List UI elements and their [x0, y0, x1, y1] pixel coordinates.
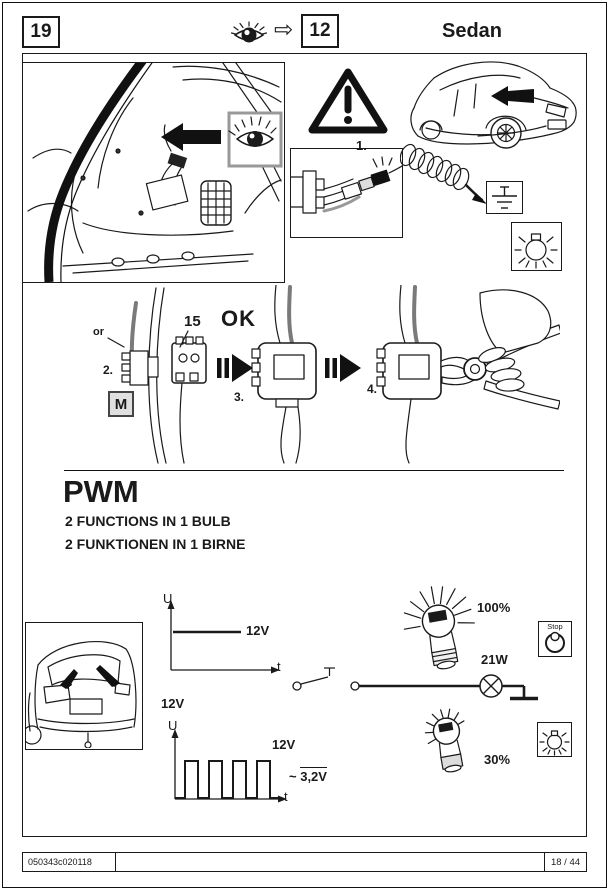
circuit: [293, 668, 538, 699]
step4-label: 4.: [367, 382, 378, 396]
m-badge: [108, 391, 134, 417]
brightness-dim-label: 30%: [484, 752, 511, 767]
tail-lamp-icon: [538, 723, 571, 756]
transfer-arrow-icon: ⇨: [274, 16, 294, 42]
eye-inset-box: [229, 113, 281, 166]
splice-inset-box: [290, 148, 403, 238]
pwm-diagram: [145, 585, 588, 815]
lamp-power-label: 21W: [481, 652, 508, 667]
page-ref-left: 19: [30, 21, 52, 42]
bulb-symbol-box: [511, 222, 562, 271]
approx-sign: ~: [289, 769, 297, 784]
page-indicator: 18 / 44: [550, 856, 581, 868]
doc-code: 050343c020118: [23, 853, 116, 871]
page-ref-right-box: [301, 14, 339, 48]
connector-steps-illustration: [60, 285, 560, 465]
pliers-and-hand: [441, 290, 560, 409]
hatchback-illustration: [26, 623, 141, 748]
page-ref-left-box: [22, 16, 60, 48]
footer-table: [22, 852, 587, 872]
bulb-dim: [422, 706, 472, 775]
ground-symbol-box: [486, 181, 523, 214]
trunk-illustration: [23, 63, 284, 282]
ground-icon: [487, 182, 522, 213]
graph2-peak-label: 12V: [272, 737, 296, 752]
pwm-subtitle-en: 2 FUNCTIONS IN 1 BULB: [65, 513, 231, 529]
stop-label: Stop: [547, 622, 563, 631]
m-badge-label: M: [114, 395, 128, 413]
next-step-arrow-icon: [325, 354, 361, 382]
next-step-arrow-icon: [217, 354, 253, 382]
page-title: Sedan: [442, 20, 503, 42]
hatchback-illustration-box: [25, 622, 143, 750]
pwm-subtitle-de: 2 FUNKTIONEN IN 1 BIRNE: [65, 536, 246, 552]
step2-label: 2.: [103, 363, 114, 377]
graph2-x-label: t: [284, 789, 288, 804]
ok-label: OK: [221, 306, 256, 331]
tail-lamp-box: [537, 722, 572, 757]
terminal15-label: 15: [184, 313, 201, 330]
pointer-arrow-icon: [161, 123, 221, 151]
supply-voltage-label: 12V: [161, 696, 185, 711]
graph-pwm-wave: [172, 729, 288, 803]
step3-label: 3.: [234, 390, 245, 404]
bulb-icon: [512, 223, 561, 270]
coiled-cable: [400, 143, 495, 215]
section-divider: [64, 470, 564, 471]
pwm-title: PWM: [63, 474, 139, 509]
splice-illustration: [291, 149, 402, 237]
warning-triangle-icon: [306, 66, 390, 140]
brightness-full-label: 100%: [477, 600, 511, 615]
connector-open: [122, 331, 206, 463]
trunk-illustration-box: [22, 62, 285, 283]
sedan-arrow-icon: [491, 86, 534, 106]
connector-crimped: [377, 285, 441, 463]
average-voltage: 3,2V: [300, 769, 327, 784]
graph2-y-label: U: [168, 718, 178, 733]
footer-spacer: [116, 853, 545, 871]
stop-lamp-icon: [539, 631, 571, 655]
page-ref-right: 12: [309, 20, 331, 41]
connector-closed: [252, 285, 316, 463]
graph1-level-label: 12V: [246, 623, 270, 638]
graph1-y-label: U: [163, 591, 173, 606]
step1-label: 1.: [356, 138, 367, 153]
eye-icon: [231, 21, 267, 48]
graph1-x-label: t: [277, 659, 281, 674]
bulb-bright: [398, 585, 481, 674]
graph2-average-label: [289, 770, 327, 783]
or-label: or: [93, 326, 104, 338]
stop-lamp-box: [538, 621, 572, 657]
